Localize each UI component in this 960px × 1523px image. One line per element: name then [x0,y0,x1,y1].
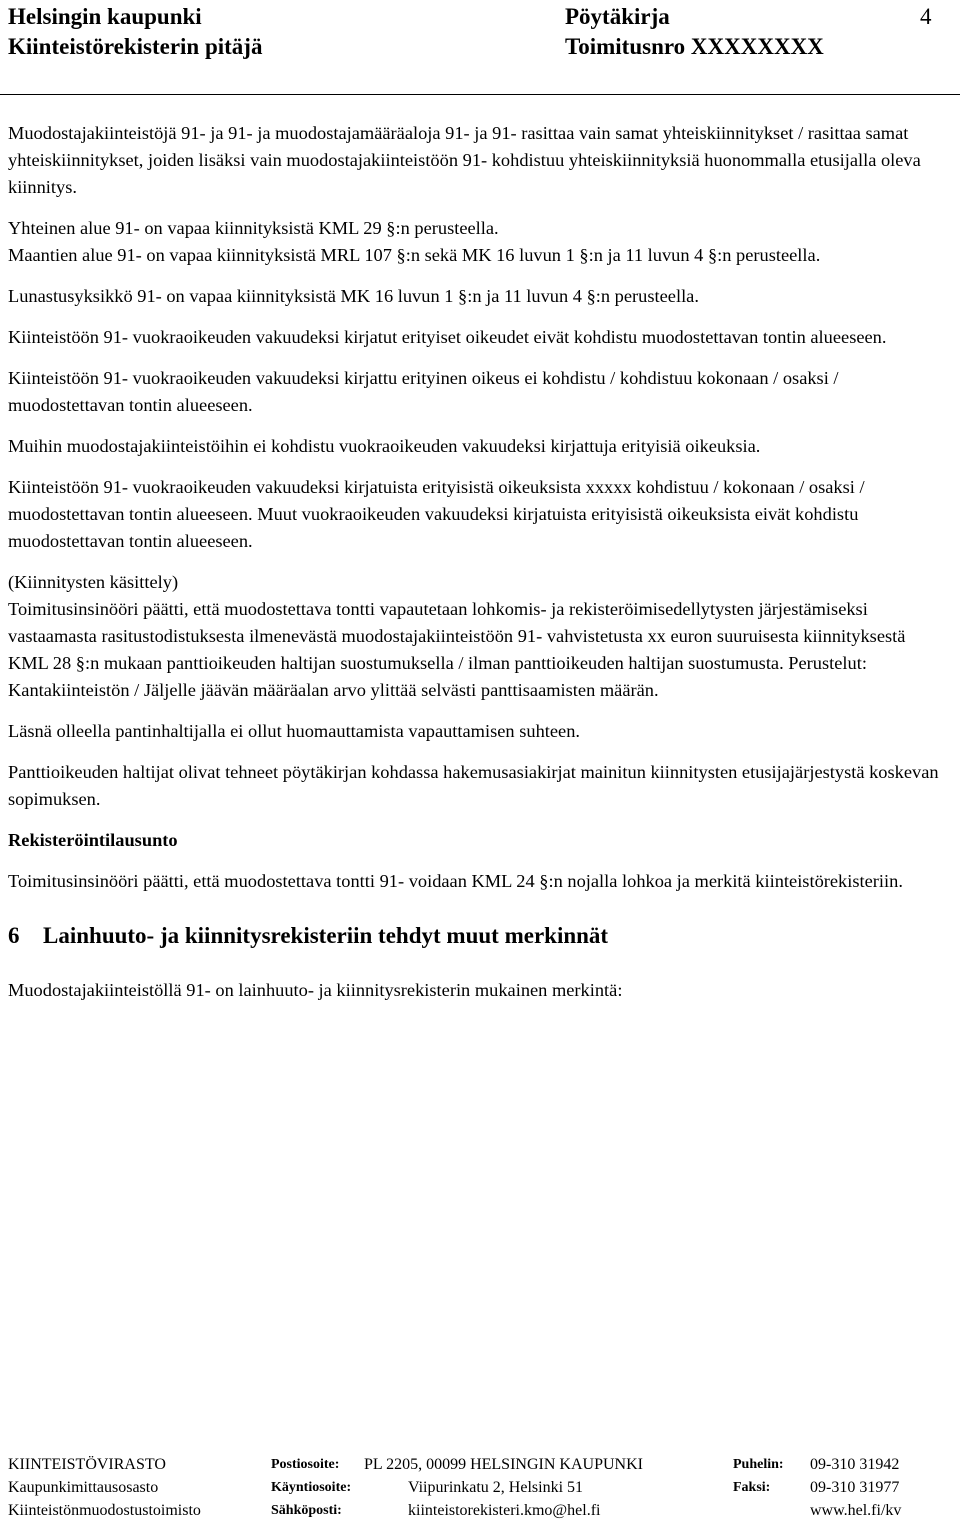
page-number: 4 [920,4,932,29]
header-unit: Kiinteistörekisterin pitäjä [8,34,263,59]
footer-label: Sähköposti: [271,1503,342,1518]
footer-value: PL 2205, 00099 HELSINGIN KAUPUNKI [364,1456,643,1473]
paragraph: Lunastusyksikkö 91- on vapaa kiinnityksistä MK 16 luvun 1 §:n ja 11 luvun 4 §:n perusteella. [8,286,699,306]
footer-label: Faksi: [733,1480,771,1495]
footer-label: Puhelin: [733,1457,784,1472]
footer-label: Postiosoite: [271,1457,340,1472]
paragraph: Kiinteistöön 91- vuokraoikeuden vakuudeksi kirjatuista erityisistä oikeuksista xxxxx kohdistuu / kokonaan / osaksi / muodostettavan tontin alueeseen. Muut vuokraoikeuden vakuudeksi kirjatuista erityisistä oikeuksista eivät kohdistu muodostettavan tontin alueeseen. [8,477,865,551]
paragraph: Kiinteistöön 91- vuokraoikeuden vakuudeksi kirjatut erityiset oikeudet eivät kohdistu muodostettavan tontin alueeseen. [8,327,887,347]
footer-org: KIINTEISTÖVIRASTO [8,1456,166,1473]
section-number: 6 [8,923,20,948]
footer-web-link[interactable]: www.hel.fi/kv [810,1502,902,1519]
footer-value: 09-310 31977 [810,1479,900,1496]
paragraph: Muodostajakiinteistöjä 91- ja 91- ja muodostajamääräaloja 91- ja 91- rasittaa vain samat yhteiskiinnitykset / rasittaa samat yhteiskiinnitykset, joiden lisäksi vain muodostajakiinteistöön 91- kohdistuu yhteiskiinnityksiä huonommalla etusijalla oleva kiinnitys. [8,123,921,197]
paragraph: Toimitusinsinööri päätti, että muodostettava tontti vapautetaan lohkomis- ja rekisteröimisedellytysten järjestämiseksi vastaamasta rasitustodistuksesta ilmenevästä muodostajakiinteistöön 91- vahvistetusta xx euron suuruisesta kiinnityksestä KML 28 §:n mukaan panttioikeuden haltijan suostumuksella / ilman panttioikeuden haltijan suostumusta. Perustelut: Kantakiinteistön / Jäljelle jäävän määräalan arvo ylittää selvästi panttisaamisten määrän. [8,599,906,700]
page-footer [8,1453,948,1522]
paragraph-label: (Kiinnitysten käsittely) [8,572,179,592]
paragraph: Maantien alue 91- on vapaa kiinnityksistä MRL 107 §:n sekä MK 16 luvun 1 §:n ja 11 luvun 4 §:n perusteella. [8,245,821,265]
paragraph: Muihin muodostajakiinteistöihin ei kohdistu vuokraoikeuden vakuudeksi kirjattuja erityisiä oikeuksia. [8,436,761,456]
footer-org: Kaupunkimittausosasto [8,1479,159,1496]
subheading: Rekisteröintilausunto [8,830,178,850]
paragraph: Muodostajakiinteistöllä 91- on lainhuuto- ja kiinnitysrekisterin mukainen merkintä: [8,980,623,1000]
footer-value: 09-310 31942 [810,1456,900,1473]
header-org: Helsingin kaupunki [8,4,202,29]
paragraph: Panttioikeuden haltijat olivat tehneet pöytäkirjan kohdassa hakemusasiakirjat mainitun kiinnitysten etusijajärjestystä koskevan sopimuksen. [8,762,939,809]
paragraph: Toimitusinsinööri päätti, että muodostettava tontti 91- voidaan KML 24 §:n nojalla lohkoa ja merkitä kiinteistörekisteriin. [8,871,903,891]
footer-email[interactable]: kiinteistorekisteri.kmo@hel.fi [408,1502,601,1519]
document-body [8,120,948,1018]
paragraph: Kiinteistöön 91- vuokraoikeuden vakuudeksi kirjattu erityinen oikeus ei kohdistu / kohdistuu kokonaan / osaksi / muodostettavan tontin alueeseen. [8,368,839,415]
section-heading [8,921,948,951]
footer-value: Viipurinkatu 2, Helsinki 51 [408,1479,584,1496]
paragraph: Läsnä olleella pantinhaltijalla ei ollut huomauttamista vapauttamisen suhteen. [8,721,580,741]
footer-org: Kiinteistönmuodostustoimisto [8,1502,201,1519]
section-title: Lainhuuto- ja kiinnitysrekisteriin tehdyt muut merkinnät [43,923,609,948]
header-doc-type: Pöytäkirja [565,4,670,29]
header-ref: Toimitusnro XXXXXXXX [565,34,824,59]
paragraph: Yhteinen alue 91- on vapaa kiinnityksistä KML 29 §:n perusteella. [8,218,499,238]
page-header [0,0,960,95]
footer-label: Käyntiosoite: [271,1480,352,1495]
